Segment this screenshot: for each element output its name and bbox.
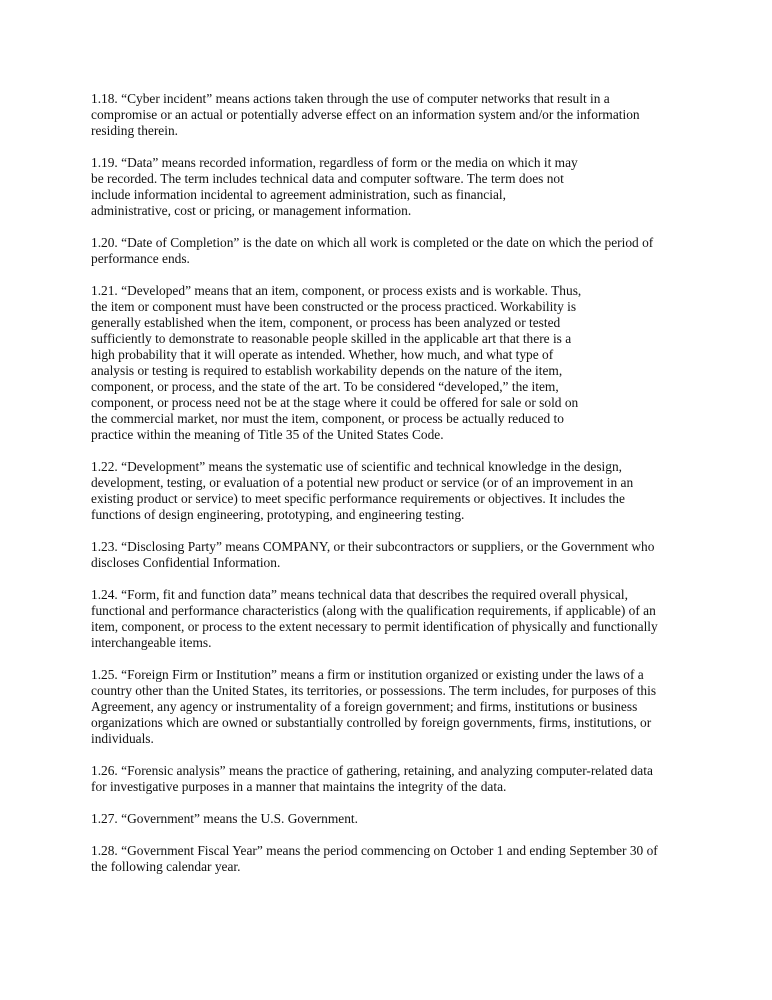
text-line: administrative, cost or pricing, or management information.	[91, 203, 412, 218]
text-line: 1.21. “Developed” means that an item, component, or process exists and is workable. Thus,	[91, 283, 582, 298]
text-line: existing product or service) to meet specific performance requirements or objectives. It includes the	[91, 491, 625, 506]
text-line: 1.24. “Form, fit and function data” means technical data that describes the required overall physical,	[91, 587, 628, 602]
text-line: performance ends.	[91, 251, 190, 266]
definition-1-28	[91, 843, 691, 875]
text-line: residing therein.	[91, 123, 179, 138]
text-line: component, or process, and the state of the art. To be considered “developed,” the item,	[91, 379, 559, 394]
text-line: 1.23. “Disclosing Party” means COMPANY, or their subcontractors or suppliers, or the Government who	[91, 539, 655, 554]
definition-1-23	[91, 539, 691, 571]
definition-1-26	[91, 763, 691, 795]
definition-1-20	[91, 235, 691, 267]
definition-1-25	[91, 667, 691, 747]
text-line: compromise or an actual or potentially adverse effect on an information system and/or the information	[91, 107, 640, 122]
text-line: interchangeable items.	[91, 635, 212, 650]
definition-1-27	[91, 811, 691, 827]
text-line: 1.25. “Foreign Firm or Institution” means a firm or institution organized or existing under the laws of a	[91, 667, 644, 682]
text-line: organizations which are owned or substantially controlled by foreign governments, firms, institutions, or	[91, 715, 652, 730]
text-line: item, component, or process to the extent necessary to permit identification of physically and functionally	[91, 619, 658, 634]
definition-1-18	[91, 91, 691, 139]
text-line: the item or component must have been constructed or the process practiced. Workability is	[91, 299, 577, 314]
text-line: generally established when the item, component, or process has been analyzed or tested	[91, 315, 561, 330]
text-line: sufficiently to demonstrate to reasonable people skilled in the applicable art that there is a	[91, 331, 572, 346]
text-line: Agreement, any agency or instrumentality of a foreign government; and firms, institutions or business	[91, 699, 638, 714]
text-line: 1.18. “Cyber incident” means actions taken through the use of computer networks that result in a	[91, 91, 610, 106]
text-line: development, testing, or evaluation of a potential new product or service (or of an improvement in an	[91, 475, 634, 490]
definition-1-24	[91, 587, 691, 651]
definition-1-19	[91, 155, 691, 219]
definition-1-22	[91, 459, 691, 523]
text-line: discloses Confidential Information.	[91, 555, 281, 570]
text-line: for investigative purposes in a manner that maintains the integrity of the data.	[91, 779, 507, 794]
text-line: analysis or testing is required to establish workability depends on the nature of the item,	[91, 363, 563, 378]
text-line: 1.27. “Government” means the U.S. Government.	[91, 811, 359, 826]
text-line: practice within the meaning of Title 35 of the United States Code.	[91, 427, 444, 442]
text-line: the commercial market, nor must the item, component, or process be actually reduced to	[91, 411, 564, 426]
text-line: high probability that it will operate as intended. Whether, how much, and what type of	[91, 347, 554, 362]
definition-1-21	[91, 283, 691, 443]
text-line: be recorded. The term includes technical data and computer software. The term does not	[91, 171, 564, 186]
text-line: the following calendar year.	[91, 859, 241, 874]
text-line: individuals.	[91, 731, 154, 746]
text-line: 1.28. “Government Fiscal Year” means the period commencing on October 1 and ending September 30 of	[91, 843, 658, 858]
text-line: functions of design engineering, prototyping, and engineering testing.	[91, 507, 465, 522]
text-line: functional and performance characteristics (along with the qualification requirements, if applicable) of an	[91, 603, 656, 618]
text-line: 1.19. “Data” means recorded information, regardless of form or the media on which it may	[91, 155, 578, 170]
text-line: include information incidental to agreement administration, such as financial,	[91, 187, 506, 202]
text-line: 1.26. “Forensic analysis” means the practice of gathering, retaining, and analyzing computer-related data	[91, 763, 653, 778]
document-page	[91, 91, 691, 891]
text-line: 1.20. “Date of Completion” is the date on which all work is completed or the date on which the period of	[91, 235, 654, 250]
text-line: component, or process need not be at the stage where it could be offered for sale or sold on	[91, 395, 579, 410]
text-line: 1.22. “Development” means the systematic use of scientific and technical knowledge in the design,	[91, 459, 622, 474]
text-line: country other than the United States, its territories, or possessions. The term includes, for purposes of this	[91, 683, 657, 698]
